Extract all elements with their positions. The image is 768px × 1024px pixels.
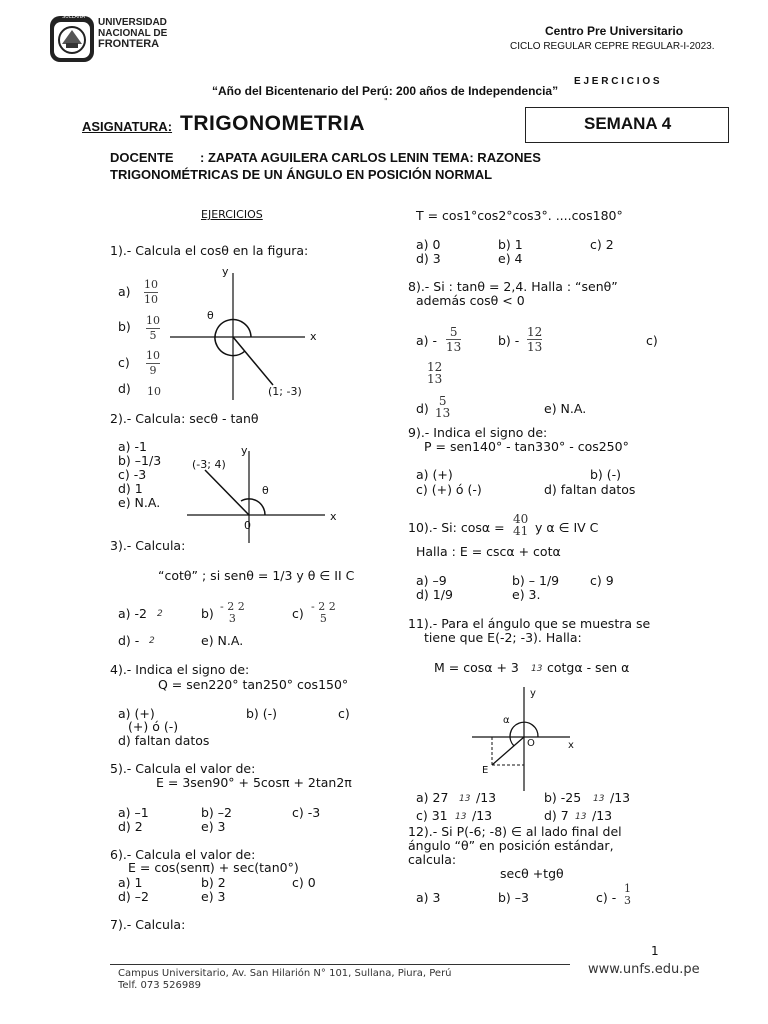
q1-option-b: b) — [118, 319, 131, 334]
q8-option-b-fraction — [527, 326, 542, 353]
q1-option-d: d) — [118, 381, 131, 396]
center-name: Centro Pre Universitario — [545, 24, 684, 38]
q6-option-c: c) 0 — [292, 875, 316, 890]
q11-option-d-post: /13 — [592, 808, 613, 823]
q3-statement: “cotθ” ; si senθ = 1/3 y θ ∈ II C — [158, 568, 355, 583]
q10-text: 10).- Si: cosα = — [408, 520, 505, 535]
q2-fig-origin-label: 0 — [244, 519, 251, 532]
q10-condition: y α ∈ IV C — [535, 520, 599, 535]
q10-option-a: a) –9 — [416, 573, 447, 588]
q11-option-a-radical: 13 — [459, 794, 471, 804]
q5-text: 5).- Calcula el valor de: — [110, 761, 256, 776]
q11-option-d: d) 7 — [544, 808, 569, 823]
q11-option-b-radical: 13 — [593, 794, 605, 804]
q11-text-line1: 11).- Para el ángulo que se muestra se — [408, 616, 651, 631]
q1-a-num: 10 — [144, 278, 158, 291]
subject-label-text: ASIGNATURA — [82, 119, 168, 134]
ejercicios-tag: E J E R C I C I O S — [574, 76, 660, 87]
q2-option-d: d) 1 — [118, 481, 143, 496]
q1-text: 1).- Calcula el cosθ en la figura: — [110, 243, 309, 258]
q1-a-den: 10 — [144, 293, 158, 306]
q1-fig-y-label: y — [222, 265, 229, 278]
q2-fig-point-label: (-3; 4) — [192, 458, 226, 471]
q3-c-den: 5 — [319, 612, 327, 625]
q11-fig-x-label: x — [568, 740, 574, 751]
university-name-line2: NACIONAL DE — [98, 28, 168, 39]
q12-option-c: c) - — [596, 890, 617, 905]
q6-option-b: b) 2 — [201, 875, 226, 890]
q6-option-a: a) 1 — [118, 875, 143, 890]
q2-option-a: a) -1 — [118, 439, 147, 454]
q7-option-c: c) 2 — [590, 237, 614, 252]
q1-option-a-fraction — [144, 279, 158, 306]
q10-find: Halla : E = cscα + cotα — [416, 544, 561, 559]
university-name-line3: FRONTERA — [98, 38, 160, 50]
q11-option-c: c) 31 — [416, 808, 448, 823]
q2-option-e: e) N.A. — [118, 495, 161, 510]
q11-expression-post: cotgα - sen α — [547, 660, 630, 675]
q12-option-b: b) –3 — [498, 890, 529, 905]
q1-b-num: 10 — [146, 314, 160, 327]
q8-option-a-fraction — [446, 326, 461, 353]
seal-text: SULLANA — [62, 14, 86, 20]
q7-text: 7).- Calcula: — [110, 917, 186, 932]
q8-option-c: c) — [646, 333, 658, 348]
q11-option-b: b) -25 — [544, 790, 582, 805]
q2-terminal-side — [205, 470, 249, 515]
q11-fig-origin-label: O — [527, 738, 535, 749]
q4-option-c-cont: (+) ó (-) — [128, 719, 179, 734]
q4-option-d: d) faltan datos — [118, 733, 210, 748]
q9-option-a: a) (+) — [416, 467, 453, 482]
q8-a-den: 13 — [446, 340, 462, 354]
q7-option-b: b) 1 — [498, 237, 523, 252]
q12-expression: secθ +tgθ — [500, 866, 564, 881]
q1-figure — [165, 265, 325, 405]
q10-option-b: b) – 1/9 — [512, 573, 560, 588]
q11-option-c-post: /13 — [472, 808, 493, 823]
q2-fig-theta-label: θ — [262, 484, 269, 497]
q9-text: 9).- Indica el signo de: — [408, 425, 548, 440]
teacher-label: DOCENTE — [110, 150, 174, 165]
q6-option-e: e) 3 — [201, 889, 226, 904]
q11-fig-e-label: E — [482, 765, 489, 776]
q6-expression: E = cos(senπ) + sec(tan0°) — [128, 860, 299, 875]
q3-option-e: e) N.A. — [201, 633, 244, 648]
q11-expression-radical: 13 — [531, 664, 543, 674]
q8-a-num: 5 — [449, 325, 458, 339]
footer-divider — [110, 964, 570, 965]
q3-b-den: 3 — [228, 612, 236, 625]
q10-option-e: e) 3. — [512, 587, 541, 602]
q3-option-c: c) — [292, 606, 304, 621]
q5-option-a: a) –1 — [118, 805, 149, 820]
teacher-line1: : ZAPATA AGUILERA CARLOS LENIN TEMA: RAZONES — [200, 150, 541, 165]
q3-option-a: a) -2 — [118, 606, 147, 621]
q4-option-b: b) (-) — [246, 706, 278, 721]
q8-b-num: 12 — [527, 325, 543, 339]
q8-option-e: e) N.A. — [544, 401, 587, 416]
q11-fig-y-label: y — [530, 688, 536, 699]
q2-fig-x-label: x — [330, 510, 337, 523]
cycle-name: CICLO REGULAR CEPRE REGULAR-I-2023. — [510, 41, 715, 52]
q1-option-a: a) — [118, 284, 131, 299]
university-logo — [48, 14, 166, 64]
q8-text-line2: además cosθ < 0 — [416, 293, 525, 308]
q11-figure — [470, 685, 600, 795]
q2-option-b: b) –1/3 — [118, 453, 162, 468]
q2-angle-arc — [241, 499, 265, 515]
section-title: EJERCICIOS — [201, 208, 263, 221]
q3-b-num: - 2 2 — [220, 600, 245, 613]
q8-b-den: 13 — [527, 340, 543, 354]
q11-text-line2: tiene que E(-2; -3). Halla: — [424, 630, 582, 645]
teacher-line2: TRIGONOMÉTRICAS DE UN ÁNGULO EN POSICIÓN NORMAL — [110, 167, 493, 182]
q10-num: 40 — [513, 512, 529, 526]
q1-option-b-fraction — [146, 315, 160, 342]
q12-c-den: 3 — [624, 894, 631, 907]
q10-option-d: d) 1/9 — [416, 587, 453, 602]
q12-text-line2: ángulo “θ” en posición estándar, — [408, 838, 614, 853]
q9-option-d: d) faltan datos — [544, 482, 636, 497]
q5-option-c: c) -3 — [292, 805, 321, 820]
q6-option-d: d) –2 — [118, 889, 149, 904]
q1-c-num: 10 — [146, 349, 160, 362]
q3-option-d: d) - — [118, 633, 140, 648]
q12-text-line1: 12).- Si P(-6; -8) ∈ al lado final del — [408, 824, 622, 839]
year-motto: “Año del Bicentenario del Perú: 200 años de Independencia” — [212, 84, 559, 98]
q11-option-a-post: /13 — [476, 790, 497, 805]
q3-option-c-fraction — [311, 601, 336, 625]
q4-text: 4).- Indica el signo de: — [110, 662, 250, 677]
week-label: SEMANA 4 — [584, 114, 672, 133]
q5-expression: E = 3sen90° + 5cosπ + 2tan2π — [156, 775, 352, 790]
q12-option-c-fraction — [624, 883, 631, 907]
q3-option-a-radical: 2 — [157, 609, 163, 619]
footer-address: Campus Universitario, Av. San Hilarión N° 101, Sullana, Piura, Perú — [118, 968, 452, 979]
motto-mark: " — [384, 97, 388, 106]
q10-option-c: c) 9 — [590, 573, 614, 588]
q4-option-a: a) (+) — [118, 706, 155, 721]
q3-option-d-radical: 2 — [149, 636, 155, 646]
q11-option-c-radical: 13 — [455, 812, 467, 822]
q1-option-c: c) — [118, 355, 130, 370]
q11-expression-pre: M = cosα + 3 — [434, 660, 519, 675]
q4-option-c: c) — [338, 706, 350, 721]
q1-c-den: 9 — [149, 364, 157, 377]
q8-d-num: 5 — [438, 394, 447, 408]
week-box — [525, 107, 729, 143]
q8-option-c-fraction — [427, 361, 442, 385]
page-number: 1 — [651, 944, 659, 958]
q8-option-a: a) - — [416, 333, 438, 348]
q5-option-e: e) 3 — [201, 819, 226, 834]
q3-option-b-fraction — [220, 601, 245, 625]
footer-website[interactable]: www.unfs.edu.pe — [588, 962, 700, 977]
q8-d-den: 13 — [435, 406, 451, 420]
q11-terminal-side — [492, 737, 524, 765]
q11-option-d-radical: 13 — [575, 812, 587, 822]
q8-c-num: 12 — [427, 360, 443, 374]
q1-fig-point-label: (1; -3) — [268, 385, 302, 398]
q4-expression: Q = sen220° tan250° cos150° — [158, 677, 349, 692]
q1-fig-theta-label: θ — [207, 309, 214, 322]
q10-fraction — [513, 513, 528, 537]
q7-expression: T = cos1°cos2°cos3°. ....cos180° — [416, 208, 623, 223]
q1-option-c-fraction — [146, 350, 160, 377]
q2-option-c: c) -3 — [118, 467, 147, 482]
q8-option-d-fraction — [435, 395, 450, 419]
q11-option-a: a) 27 — [416, 790, 449, 805]
q5-option-b: b) –2 — [201, 805, 232, 820]
q12-c-num: 1 — [624, 882, 631, 895]
subject-colon: : — [167, 119, 173, 134]
q1-terminal-side — [233, 337, 273, 385]
q8-c-den: 13 — [427, 372, 443, 386]
q6-text: 6).- Calcula el valor de: — [110, 847, 256, 862]
q1-fig-x-label: x — [310, 330, 317, 343]
q11-option-b-post: /13 — [610, 790, 631, 805]
university-seal-icon — [48, 14, 96, 64]
q8-option-b: b) - — [498, 333, 520, 348]
q5-option-d: d) 2 — [118, 819, 143, 834]
university-name-line1: UNIVERSIDAD — [98, 17, 167, 28]
q12-option-a: a) 3 — [416, 890, 441, 905]
q7-option-e: e) 4 — [498, 251, 523, 266]
q9-expression: P = sen140° - tan330° - cos250° — [424, 439, 629, 454]
q3-c-num: - 2 2 — [311, 600, 336, 613]
q11-fig-alpha-label: α — [503, 715, 510, 726]
q8-text-line1: 8).- Si : tanθ = 2,4. Halla : “senθ” — [408, 279, 618, 294]
q9-option-b: b) (-) — [590, 467, 622, 482]
q3-text: 3).- Calcula: — [110, 538, 186, 553]
q1-option-d-value: 10 — [147, 385, 161, 398]
q9-option-c: c) (+) ó (-) — [416, 482, 482, 497]
q1-b-den: 5 — [149, 329, 157, 342]
q12-text-line3: calcula: — [408, 852, 457, 867]
footer-phone: Telf. 073 526989 — [118, 980, 201, 991]
q10-den: 41 — [513, 524, 529, 538]
q7-option-a: a) 0 — [416, 237, 441, 252]
q7-option-d: d) 3 — [416, 251, 441, 266]
subject-name: TRIGONOMETRIA — [180, 112, 365, 135]
q2-text: 2).- Calcula: secθ - tanθ — [110, 411, 259, 426]
q8-option-d: d) — [416, 401, 429, 416]
q2-fig-y-label: y — [241, 444, 248, 457]
subject-label — [82, 119, 172, 134]
q3-option-b: b) — [201, 606, 214, 621]
